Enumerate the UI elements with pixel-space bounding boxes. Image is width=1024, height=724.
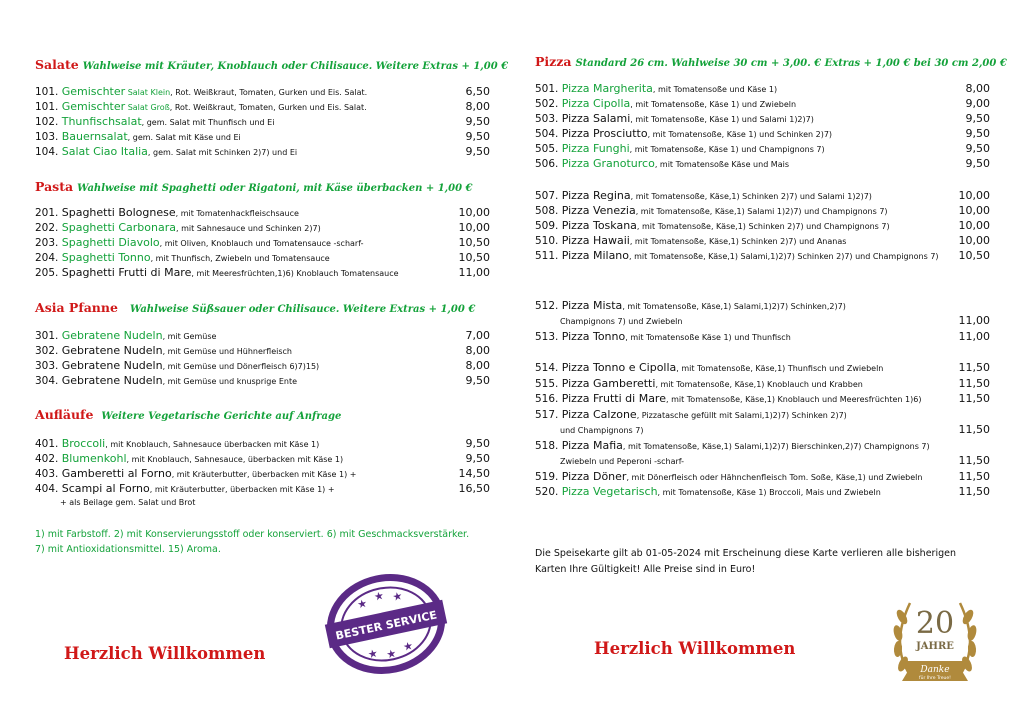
- item-name: Spaghetti Frutti di Mare: [61, 266, 192, 279]
- menu-item: [535, 484, 990, 499]
- menu-item: [35, 144, 490, 159]
- menu-item: [35, 84, 490, 99]
- validity-note-2: Karten Ihre Gültigkeit! Alle Preise sind in Euro!: [535, 564, 756, 575]
- salate-title: Salate: [35, 57, 79, 72]
- item-desc: , mit Knoblauch, Sahnesauce überbacken mit Käse 1): [105, 440, 320, 449]
- item-name: Pizza Cipolla: [561, 97, 631, 110]
- menu-item: [35, 466, 490, 481]
- item-number: 515.: [535, 378, 559, 390]
- menu-item: [35, 99, 490, 114]
- item-price: 11,50: [958, 392, 990, 405]
- menu-item: [35, 343, 490, 358]
- item-name: Spaghetti Bolognese: [61, 206, 176, 219]
- item-price: 10,00: [458, 206, 490, 219]
- item-name: Pizza Döner: [561, 470, 627, 483]
- menu-item: [35, 265, 490, 280]
- auflaeufe-header: [35, 404, 341, 423]
- item-price: 9,50: [465, 452, 490, 465]
- item-desc-continued: Zwiebeln und Peperoni -scharf-: [560, 457, 685, 466]
- item-price: 11,50: [958, 423, 990, 436]
- item-extra-line: + als Beilage gem. Salat und Brot: [60, 498, 196, 507]
- pasta-note: Wahlweise mit Spaghetti oder Rigatoni, mit Käse überbacken + 1,00 €: [77, 183, 473, 194]
- item-name: Pizza Mafia: [561, 439, 623, 452]
- menu-item: [535, 391, 990, 406]
- item-number: 101.: [35, 101, 59, 113]
- item-desc: , mit Tomatensoße, Käse,1) Salami,1)2)7) Schinken,2)7): [622, 302, 846, 311]
- item-desc: , mit Oliven, Knoblauch und Tomatensauce -scharf-: [159, 239, 364, 248]
- item-number: 506.: [535, 158, 559, 170]
- item-price: 10,00: [958, 234, 990, 247]
- item-price: 11,50: [958, 485, 990, 498]
- item-price: 9,50: [965, 127, 990, 140]
- menu-item: [35, 129, 490, 144]
- item-price: 11,00: [958, 314, 990, 327]
- item-price: 6,50: [465, 85, 490, 98]
- item-number: 507.: [535, 190, 559, 202]
- item-name: Pizza Milano: [561, 249, 630, 262]
- item-name: Gebratene Nudeln: [61, 329, 163, 342]
- menu-item: [535, 329, 990, 344]
- item-desc: , gem. Salat mit Thunfisch und Ei: [141, 118, 275, 127]
- item-desc: , mit Tomatensoße, Käse,1) Schinken 2)7) und Ananas: [629, 237, 847, 246]
- svg-text:★: ★: [391, 589, 404, 604]
- item-price: 8,00: [965, 82, 990, 95]
- pizza-header: [535, 51, 1007, 70]
- item-desc: , mit Tomatensoße, Käse 1) Broccoli, Mais und Zwiebeln: [657, 488, 881, 497]
- item-name: Spaghetti Tonno: [61, 251, 151, 264]
- pasta-header: [35, 176, 473, 195]
- item-number: 401.: [35, 438, 59, 450]
- item-price: 11,50: [958, 470, 990, 483]
- item-desc: , mit Gemüse und Dönerfleisch 6)7)15): [162, 362, 320, 371]
- menu-item: [535, 218, 990, 233]
- badge-number: 20: [915, 606, 955, 641]
- item-number: 104.: [35, 146, 59, 158]
- item-name: Pizza Salami: [561, 112, 631, 125]
- item-number: 101.: [35, 86, 59, 98]
- item-name: Gebratene Nudeln: [61, 359, 163, 372]
- item-price: 9,50: [965, 157, 990, 170]
- item-price: 9,50: [465, 115, 490, 128]
- item-name: Gamberetti al Forno: [61, 467, 172, 480]
- item-desc: , mit Dönerfleisch oder Hähnchenfleisch Tom. Soße, Käse,1) und Zwiebeln: [626, 473, 923, 482]
- bester-service-stamp-icon: [322, 570, 450, 678]
- item-number: 504.: [535, 128, 559, 140]
- item-number: 501.: [535, 83, 559, 95]
- svg-text:★: ★: [356, 596, 369, 612]
- item-number: 519.: [535, 471, 559, 483]
- item-name: Pizza Calzone: [561, 408, 637, 421]
- asia-title: Asia Pfanne: [35, 300, 118, 315]
- auflaeufe-title: Aufläufe: [35, 407, 94, 422]
- menu-item: [35, 250, 490, 265]
- item-name: Pizza Tonno: [561, 330, 626, 343]
- menu-item: [35, 436, 490, 451]
- item-number: 508.: [535, 205, 559, 217]
- item-number: 201.: [35, 207, 59, 219]
- item-desc: , mit Tomatensoße, Käse,1) Salami,1)2)7) Schinken 2)7) und Champignons 7): [629, 252, 939, 261]
- menu-item: [35, 114, 490, 129]
- item-desc: , Pizzatasche gefüllt mit Salami,1)2)7) Schinken 2)7): [636, 411, 847, 420]
- item-price: 11,50: [958, 377, 990, 390]
- item-desc: , mit Gemüse: [162, 332, 217, 341]
- item-number: 518.: [535, 440, 559, 452]
- pizza-note: Standard 26 cm. Wahlweise 30 cm + 3,00. € Extras + 1,00 € bei 30 cm 2,00 €: [575, 58, 1007, 69]
- item-desc: , mit Tomatensoße, Käse 1) und Salami 1)2)7): [630, 115, 814, 124]
- item-number: 402.: [35, 453, 59, 465]
- menu-item: [535, 141, 990, 156]
- validity-note-1: Die Speisekarte gilt ab 01-05-2024 mit Erscheinung diese Karte verlieren alle bisherigen: [535, 548, 956, 559]
- badge-ribbon: Danke: [920, 665, 950, 675]
- item-number: 205.: [35, 267, 59, 279]
- item-number: 202.: [35, 222, 59, 234]
- item-name: Gebratene Nudeln: [61, 344, 163, 357]
- item-name: Pizza Toskana: [561, 219, 637, 232]
- item-desc: , mit Tomatensoße Käse und Mais: [654, 160, 790, 169]
- item-name: Pizza Funghi: [561, 142, 630, 155]
- item-name: Pizza Venezia: [561, 204, 636, 217]
- item-price: 14,50: [458, 467, 490, 480]
- item-desc: , mit Gemüse und Hühnerfleisch: [162, 347, 292, 356]
- menu-item: [535, 360, 990, 375]
- item-number: 517.: [535, 409, 559, 421]
- menu-item: [535, 156, 990, 171]
- item-price: 8,00: [465, 100, 490, 113]
- item-number: 516.: [535, 393, 559, 405]
- item-desc: , mit Tomatensoße, Käse 1) und Schinken 2)7): [647, 130, 833, 139]
- item-number: 509.: [535, 220, 559, 232]
- menu-item: [535, 81, 990, 96]
- item-desc: , mit Gemüse und knusprige Ente: [162, 377, 297, 386]
- badge-word: JAHRE: [916, 641, 954, 652]
- item-desc: , mit Knoblauch, Sahnesauce, überbacken mit Käse 1): [126, 455, 344, 464]
- item-desc: , mit Tomatensoße, Käse 1) und Champignons 7): [629, 145, 825, 154]
- item-price: 9,50: [465, 145, 490, 158]
- item-price: 9,50: [465, 374, 490, 387]
- item-number: 404.: [35, 483, 59, 495]
- item-desc: , Rot. Weißkraut, Tomaten, Gurken und Eis. Salat.: [169, 103, 367, 112]
- menu-item: [35, 451, 490, 466]
- item-name: Salat Ciao Italia: [61, 145, 148, 158]
- item-desc: , mit Meeresfrüchten,1)6) Knoblauch Tomatensauce: [191, 269, 399, 278]
- menu-item: [535, 438, 990, 453]
- item-price: 16,50: [458, 482, 490, 495]
- item-desc: , mit Kräuterbutter, überbacken mit Käse 1) +: [171, 470, 357, 479]
- item-price: 10,00: [958, 204, 990, 217]
- item-number: 102.: [35, 116, 59, 128]
- item-desc: , mit Tomatensoße, Käse 1) und Zwiebeln: [630, 100, 797, 109]
- item-desc: , mit Tomatensoße Käse 1) und Thunfisch: [625, 333, 791, 342]
- item-name: Pizza Mista: [561, 299, 623, 312]
- badge-ribbon-sub: für Ihre Treue!: [919, 676, 951, 681]
- item-name: Pizza Tonno e Cipolla: [561, 361, 677, 374]
- item-price: 8,00: [465, 359, 490, 372]
- svg-text:★: ★: [366, 646, 380, 662]
- item-price: 10,50: [458, 236, 490, 249]
- asia-note: Wahlweise Süßsauer oder Chilisauce. Weitere Extras + 1,00 €: [129, 304, 476, 315]
- item-name: Gemischter: [61, 100, 126, 113]
- item-number: 204.: [35, 252, 59, 264]
- item-number: 301.: [35, 330, 59, 342]
- menu-item: [35, 481, 490, 496]
- item-price: 9,50: [965, 112, 990, 125]
- item-price: 11,00: [958, 330, 990, 343]
- item-number: 203.: [35, 237, 59, 249]
- item-desc: , mit Tomatensoße und Käse 1): [652, 85, 778, 94]
- item-number: 502.: [535, 98, 559, 110]
- item-name: Blumenkohl: [61, 452, 127, 465]
- item-desc: , mit Thunfisch, Zwiebeln und Tomatensauce: [150, 254, 330, 263]
- item-price: 10,50: [958, 249, 990, 262]
- item-desc: , mit Tomatenhackfleischsauce: [175, 209, 299, 218]
- item-desc: , Rot. Weißkraut, Tomaten, Gurken und Eis. Salat.: [170, 88, 368, 97]
- item-price: 9,50: [465, 130, 490, 143]
- item-desc: , mit Tomatensoße, Käse,1) Knoblauch und Krabben: [655, 380, 863, 389]
- item-desc: , mit Tomatensoße, Käse,1) Thunfisch und Zwiebeln: [676, 364, 884, 373]
- menu-item: [35, 373, 490, 388]
- salate-note: Wahlweise mit Kräuter, Knoblauch oder Chilisauce. Weitere Extras + 1,00 €: [82, 61, 509, 72]
- item-name: Pizza Frutti di Mare: [561, 392, 666, 405]
- item-number: 514.: [535, 362, 559, 374]
- item-name: Bauernsalat: [61, 130, 128, 143]
- item-name: Pizza Margherita: [561, 82, 653, 95]
- item-price: 9,00: [965, 97, 990, 110]
- auflaeufe-note: Weitere Vegetarische Gerichte auf Anfrage: [101, 411, 342, 422]
- menu-item: [535, 111, 990, 126]
- menu-item: [535, 407, 990, 422]
- item-price: 10,00: [958, 189, 990, 202]
- item-desc-highlight: Salat Groß: [125, 103, 170, 112]
- svg-text:★: ★: [385, 646, 398, 662]
- item-number: 303.: [35, 360, 59, 372]
- item-number: 513.: [535, 331, 559, 343]
- item-name: Pizza Prosciutto: [561, 127, 648, 140]
- item-number: 520.: [535, 486, 559, 498]
- item-desc: , mit Sahnesauce und Schinken 2)7): [175, 224, 321, 233]
- menu-item: [535, 233, 990, 248]
- item-number: 103.: [35, 131, 59, 143]
- item-price: 10,50: [458, 251, 490, 264]
- item-number: 304.: [35, 375, 59, 387]
- asia-header: [35, 297, 475, 316]
- item-desc-continued: Champignons 7) und Zwiebeln: [560, 317, 683, 326]
- item-desc-continued: und Champignons 7): [560, 426, 644, 435]
- item-number: 510.: [535, 235, 559, 247]
- item-price: 10,00: [958, 219, 990, 232]
- anniversary-laurel-badge-icon: [880, 585, 990, 695]
- item-name: Pizza Hawaii: [561, 234, 630, 247]
- menu-item: [35, 328, 490, 343]
- item-number: 403.: [35, 468, 59, 480]
- menu-item: [535, 188, 990, 203]
- item-name: Thunfischsalat: [61, 115, 142, 128]
- menu-item: [35, 205, 490, 220]
- item-name: Broccoli: [61, 437, 106, 450]
- menu-item: [535, 96, 990, 111]
- item-price: 9,50: [965, 142, 990, 155]
- item-price: 11,50: [958, 454, 990, 467]
- item-price: 9,50: [465, 437, 490, 450]
- menu-item: [535, 298, 990, 313]
- pasta-title: Pasta: [35, 179, 74, 194]
- item-desc: , mit Tomatensoße, Käse,1) Schinken 2)7) und Salami 1)2)7): [630, 192, 872, 201]
- menu-item: [535, 376, 990, 391]
- item-name: Gebratene Nudeln: [61, 374, 163, 387]
- item-price: 11,50: [958, 361, 990, 374]
- item-desc: , mit Tomatensoße, Käse,1) Salami,1)2)7) Bierschinken,2)7) Champignons 7): [622, 442, 930, 451]
- item-desc: , gem. Salat mit Käse und Ei: [127, 133, 241, 142]
- additive-footnote-1: 1) mit Farbstoff. 2) mit Konservierungsstoff oder konserviert. 6) mit Geschmacksverstärker.: [35, 529, 470, 540]
- item-number: 505.: [535, 143, 559, 155]
- item-number: 512.: [535, 300, 559, 312]
- item-desc: , mit Tomatensoße, Käse,1) Schinken 2)7) und Champignons 7): [636, 222, 890, 231]
- item-name: Gemischter: [61, 85, 126, 98]
- stamp-label: BESTER SERVICE: [334, 608, 439, 643]
- item-name: Pizza Granoturco: [561, 157, 655, 170]
- menu-item: [535, 126, 990, 141]
- item-number: 503.: [535, 113, 559, 125]
- item-name: Pizza Vegetarisch: [561, 485, 658, 498]
- item-name: Pizza Regina: [561, 189, 631, 202]
- svg-text:★: ★: [372, 588, 386, 604]
- pizza-title: Pizza: [535, 54, 572, 69]
- salate-header: [35, 54, 508, 73]
- item-name: Spaghetti Carbonara: [61, 221, 176, 234]
- menu-item: [35, 220, 490, 235]
- welcome-left: Herzlich Willkommen: [64, 644, 266, 663]
- svg-text:★: ★: [401, 639, 415, 654]
- item-name: Spaghetti Diavolo: [61, 236, 160, 249]
- item-number: 302.: [35, 345, 59, 357]
- item-price: 8,00: [465, 344, 490, 357]
- welcome-right: Herzlich Willkommen: [594, 639, 796, 658]
- item-desc: , mit Kräuterbutter, überbacken mit Käse 1) +: [149, 485, 335, 494]
- item-price: 10,00: [458, 221, 490, 234]
- additive-footnote-2: 7) mit Antioxidationsmittel. 15) Aroma.: [35, 544, 221, 555]
- item-desc: , gem. Salat mit Schinken 2)7) und Ei: [147, 148, 298, 157]
- menu-item: [535, 469, 990, 484]
- item-name: Scampi al Forno: [61, 482, 150, 495]
- menu-item: [35, 235, 490, 250]
- item-price: 7,00: [465, 329, 490, 342]
- item-desc: , mit Tomatensoße, Käse,1) Knoblauch und Meeresfrüchten 1)6): [665, 395, 922, 404]
- item-price: 11,00: [458, 266, 490, 279]
- item-desc: , mit Tomatensoße, Käse,1) Salami 1)2)7) und Champignons 7): [635, 207, 888, 216]
- item-name: Pizza Gamberetti: [561, 377, 656, 390]
- item-desc-highlight: Salat Klein: [125, 88, 171, 97]
- menu-item: [35, 358, 490, 373]
- menu-item: [535, 248, 990, 263]
- menu-item: [535, 203, 990, 218]
- item-number: 511.: [535, 250, 559, 262]
